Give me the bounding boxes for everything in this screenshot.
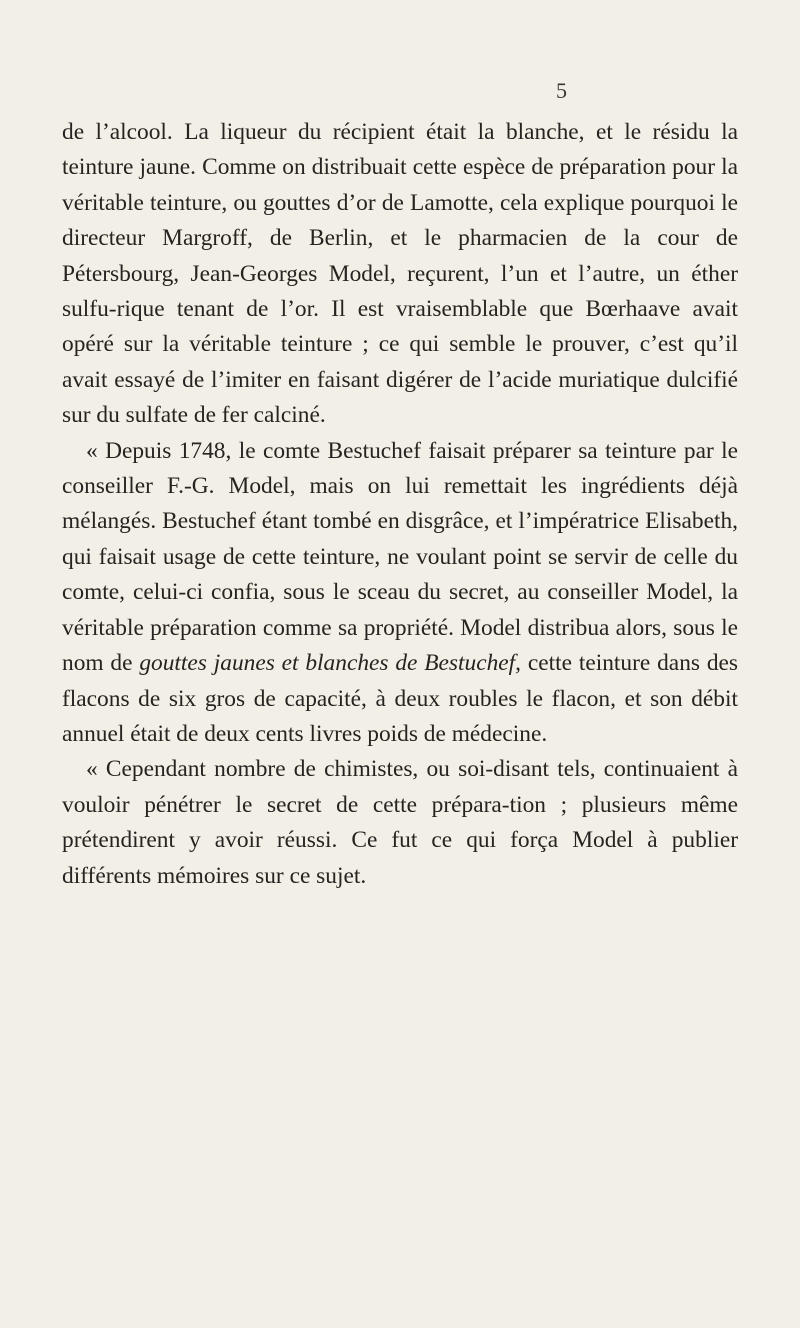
- paragraph-1-text: de l’alcool. La liqueur du récipient était la blanche, et le résidu la teinture jaune. Comme on distribuait cette espèce de préparation pour la véritable teinture, ou gouttes d’or de Lamotte, cela explique pourquoi le directeur Margroff, de Berlin, et le pharmacien de la cour de Pétersbourg, Jean-Georges Model, reçurent, l’un et l’autre, un éther sulfu-rique tenant de l’or. Il est vraisemblable que Bœrhaave avait opéré sur la véritable teinture ; ce qui semble le prouver, c’est qu’il avait essayé de l’imiter en faisant digérer de l’acide muriatique dulcifié sur du sulfate de fer calciné.: [62, 119, 738, 429]
- page-number: 5: [556, 78, 567, 103]
- paragraph-3: [62, 752, 738, 894]
- paragraph-3-text: « Cependant nombre de chimistes, ou soi-disant tels, continuaient à vouloir pénétrer le secret de cette prépara-tion ; plusieurs même prétendirent y avoir réussi. Ce fut ce qui força Model à publier différents mémoires sur ce sujet.: [62, 756, 738, 889]
- paragraph-2-text-part-1: « Depuis 1748, le comte Bestuchef faisait préparer sa teinture par le conseiller F.-G. Model, mais on lui remettait les ingrédients déjà mélangés. Bestuchef étant tombé en disgrâce, et l’impératrice Elisabeth, qui faisait usage de cette teinture, ne voulant point se servir de celle du comte, celui-ci confia, sous le sceau du secret, au conseiller Model, la véritable préparation comme sa propriété. Model distribua alors, sous le nom de: [62, 437, 738, 677]
- paragraph-2-text-part-2: cette teinture dans des flacons de six gros de capacité, à deux roubles le flacon, et son débit annuel était de deux cents livres poids de médecine.: [62, 650, 739, 747]
- paragraph-1: [62, 115, 738, 434]
- paragraph-2-italic-title: gouttes jaunes et blanches de Bestuchef,: [139, 650, 522, 677]
- body-text: [62, 115, 738, 894]
- paragraph-2: [62, 434, 738, 753]
